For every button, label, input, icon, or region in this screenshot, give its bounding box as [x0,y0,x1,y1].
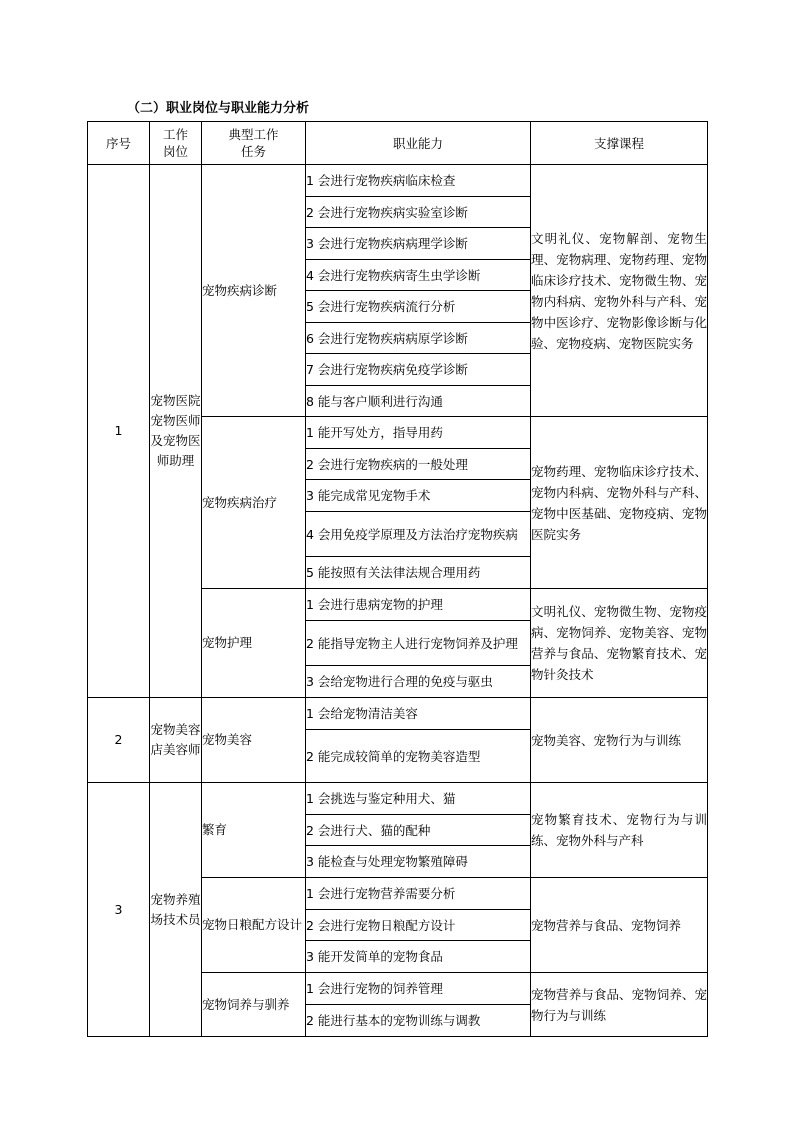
cell-task: 宠物美容 [202,698,306,783]
cell-ability: 1 会进行宠物营养需要分析 [306,878,531,910]
cell-ability: 3 会给宠物进行合理的免疫与驱虫 [306,666,531,698]
cell-course: 宠物美容、宠物行为与训练 [531,698,708,783]
cell-course: 文明礼仪、宠物微生物、宠物疫病、宠物饲养、宠物美容、宠物营养与食品、宠物繁育技术、宠物针灸技术 [531,589,708,698]
cell-ability: 3 能完成常见宠物手术 [306,480,531,512]
cell-ability: 5 能按照有关法律法规合理用药 [306,557,531,589]
cell-ability: 6 会进行宠物疾病病原学诊断 [306,323,531,354]
cell-task: 宠物疾病治疗 [202,417,306,589]
cell-post: 宠物养殖场技术员 [150,783,202,1037]
cell-task: 繁育 [202,783,306,878]
cell-num: 3 [88,783,150,1037]
cell-ability: 1 会进行宠物疾病临床检查 [306,165,531,197]
cell-ability: 1 会给宠物清洁美容 [306,698,531,730]
cell-ability: 3 能开发简单的宠物食品 [306,941,531,973]
cell-ability: 1 会进行患病宠物的护理 [306,589,531,621]
cell-course: 宠物营养与食品、宠物饲养、宠物行为与训练 [531,973,708,1037]
cell-ability: 4 会用免疫学原理及方法治疗宠物疾病 [306,512,531,557]
cell-task: 宠物饲养与驯养 [202,973,306,1037]
cell-task: 宠物护理 [202,589,306,698]
header-task: 典型工作任务 [202,122,306,165]
table-body [88,165,708,1037]
cell-ability: 2 会进行宠物日粮配方设计 [306,910,531,941]
cell-ability: 2 会进行宠物疾病实验室诊断 [306,197,531,228]
cell-ability: 7 会进行宠物疾病免疫学诊断 [306,354,531,386]
cell-ability: 4 会进行宠物疾病寄生虫学诊断 [306,260,531,291]
cell-num: 1 [88,165,150,698]
cell-ability: 1 能开写处方，指导用药 [306,417,531,449]
cell-ability: 2 会进行宠物疾病的一般处理 [306,449,531,480]
cell-course: 宠物营养与食品、宠物饲养 [531,878,708,973]
cell-post: 宠物医院宠物医师及宠物医师助理 [150,165,202,698]
cell-task: 宠物疾病诊断 [202,165,306,417]
cell-task: 宠物日粮配方设计 [202,878,306,973]
cell-post: 宠物美容店美容师 [150,698,202,783]
table-row [88,165,708,197]
cell-ability: 2 能指导宠物主人进行宠物饲养及护理 [306,621,531,666]
cell-course: 宠物药理、宠物临床诊疗技术、宠物内科病、宠物外科与产科、宠物中医基础、宠物疫病、宠物医院实务 [531,417,708,589]
header-course: 支撑课程 [531,122,708,165]
cell-course: 宠物繁育技术、宠物行为与训练、宠物外科与产科 [531,783,708,878]
header-post: 工作岗位 [150,122,202,165]
cell-ability: 1 会挑选与鉴定种用犬、猫 [306,783,531,815]
cell-ability: 3 会进行宠物疾病病理学诊断 [306,228,531,260]
cell-ability: 2 能进行基本的宠物训练与调教 [306,1005,531,1037]
cell-ability: 3 能检查与处理宠物繁殖障碍 [306,846,531,878]
table-row [88,698,708,730]
table-header-row [88,122,708,165]
cell-num: 2 [88,698,150,783]
career-ability-table [87,121,708,1037]
cell-ability: 8 能与客户顺利进行沟通 [306,386,531,417]
cell-course: 文明礼仪、宠物解剖、宠物生理、宠物病理、宠物药理、宠物临床诊疗技术、宠物微生物、宠物内科病、宠物外科与产科、宠物中医诊疗、宠物影像诊断与化验、宠物疫病、宠物医院实务 [531,165,708,417]
cell-ability: 2 会进行犬、猫的配种 [306,815,531,846]
cell-ability: 5 会进行宠物疾病流行分析 [306,291,531,323]
header-num: 序号 [88,122,150,165]
cell-ability: 2 能完成较简单的宠物美容造型 [306,730,531,783]
section-title: （二）职业岗位与职业能力分析 [127,101,310,116]
table-row [88,783,708,815]
header-ability: 职业能力 [306,122,531,165]
cell-ability: 1 会进行宠物的饲养管理 [306,973,531,1005]
